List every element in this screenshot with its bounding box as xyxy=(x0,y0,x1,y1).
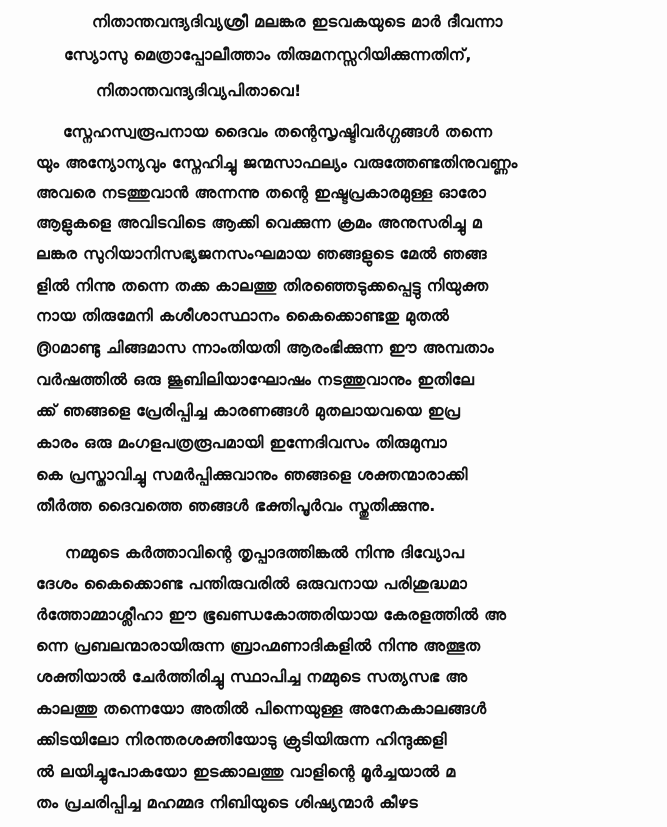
text-line: കാരം ഒരു മംഗളപത്രരൂപമായി ഇന്നേദിവസം തിരുമുമ്പാ xyxy=(36,433,448,452)
salutation: നിതാന്തവന്ദ്യദിവ്യപിതാവെ! xyxy=(96,81,302,100)
text-line: ശക്തിയാൽ ചേർത്തിരിച്ചു സ്ഥാപിച്ച നമ്മുടെ സത്യസഭ അ xyxy=(36,667,468,686)
text-line: ദേശം കൈക്കൊണ്ട പന്തിരുവരിൽ ഒരുവനായ പരിശുദ്ധമാ xyxy=(36,574,468,593)
text-line: ൽ ലയിച്ചുപോകയോ ഇടക്കാലത്തു വാളിന്റെ മൂർച്ചയാൽ മ xyxy=(36,762,456,781)
text-line: തീർത്ത ദൈവത്തെ ഞങ്ങൾ ഭക്തിപൂർവം സ്തുതിക്കുന്നു. xyxy=(36,496,436,515)
text-line: കെ പ്രസ്താവിച്ചു സമർപ്പിക്കുവാനും ഞങ്ങളെ ശക്തന്മാരാക്കി xyxy=(36,465,468,484)
text-line: ലങ്കര സുറിയാനിസഭ്യജനസംഘമായ ഞങ്ങളുടെ മേൽ ഞങ്ങ xyxy=(36,244,487,263)
text-line: നമ്മുടെ കർത്താവിന്റെ തൃപ്പാദത്തിങ്കൽ നിന്നു ദിവ്യോപ xyxy=(65,543,465,562)
text-line: ക്ക് ഞങ്ങളെ പ്രേരിപ്പിച്ച കാരണങ്ങൾ മുതലായവയെ ഇപ്ര xyxy=(36,401,461,420)
text-line: തം പ്രചരിപ്പിച്ച മഹമ്മദ നിബിയുടെ ശിഷ്യന്മാർ കീഴട xyxy=(36,793,418,812)
text-line: ന്നെ പ്രബലന്മാരായിരുന്ന ബ്രാഹ്മണാദികളിൽ നിന്നു അത്ഭുത xyxy=(36,636,481,655)
text-line: വർഷത്തിൽ ഒരു ജൂബിലിയാഘോഷം നടത്തുവാനും ഇതിലേ xyxy=(36,370,475,389)
header-line: സ്യോസു മെത്രാപ്പോലീത്താം തിരുമനസ്സറിയിക്കുന്നതിന്, xyxy=(64,45,472,64)
text-line: അവരെ നടത്തുവാൻ അന്നന്നു തന്റെ ഇഷ്ടപ്രകാരമുള്ള ഓരോ xyxy=(36,183,487,202)
text-line: കാലത്തു തന്നെയോ അതിൽ പിന്നെയുള്ള അനേകകാലങ്ങൾ xyxy=(36,699,487,718)
text-line: സ്നേഹസ്വരൂപനായ ദൈവം തന്റെസൃഷ്ടിവർഗ്ഗങ്ങൾ തന്നെ xyxy=(63,122,493,141)
text-line: ക്കിടയിലോ നിരന്തരശക്തിയോടു ക്രുടിയിരുന്ന ഹിന്ദുക്കളി xyxy=(36,730,447,749)
text-line: നായ തിരുമേനി കശീശാസ്ഥാനം കൈക്കൊണ്ടതു മുതൽ xyxy=(36,306,450,325)
text-line: ളിൽ നിന്നു തന്നെ തക്ക കാലത്തു തിരഞ്ഞെടുക്കപ്പെട്ടു നിയുക്ത xyxy=(36,276,489,295)
text-line: യും അന്യോന്യവും സ്നേഹിച്ചു ജന്മസാഫല്യം വരുത്തേണ്ടതിനുവണ്ണം xyxy=(36,153,518,172)
text-line: ൫൦മാണ്ടു ചിങ്ങമാസ ന്നാംതിയതി ആരംഭിക്കുന്ന ഈ അമ്പതാം xyxy=(36,338,494,357)
header-line: നിതാന്തവന്ദ്യദിവ്യശ്രീ മലങ്കര ഇടവകയുടെ മാർ ദീവന്നാ xyxy=(92,12,503,31)
text-line: ർത്തോമ്മാശ്ലീഹാ ഈ ഭൂഖണ്ഡകോത്തരിയായ കേരളത്തിൽ അ xyxy=(36,605,507,624)
text-line: ആളുകളെ അവിടവിടെ ആക്കി വെക്കുന്ന ക്രമം അനുസരിച്ചു മ xyxy=(36,213,483,232)
